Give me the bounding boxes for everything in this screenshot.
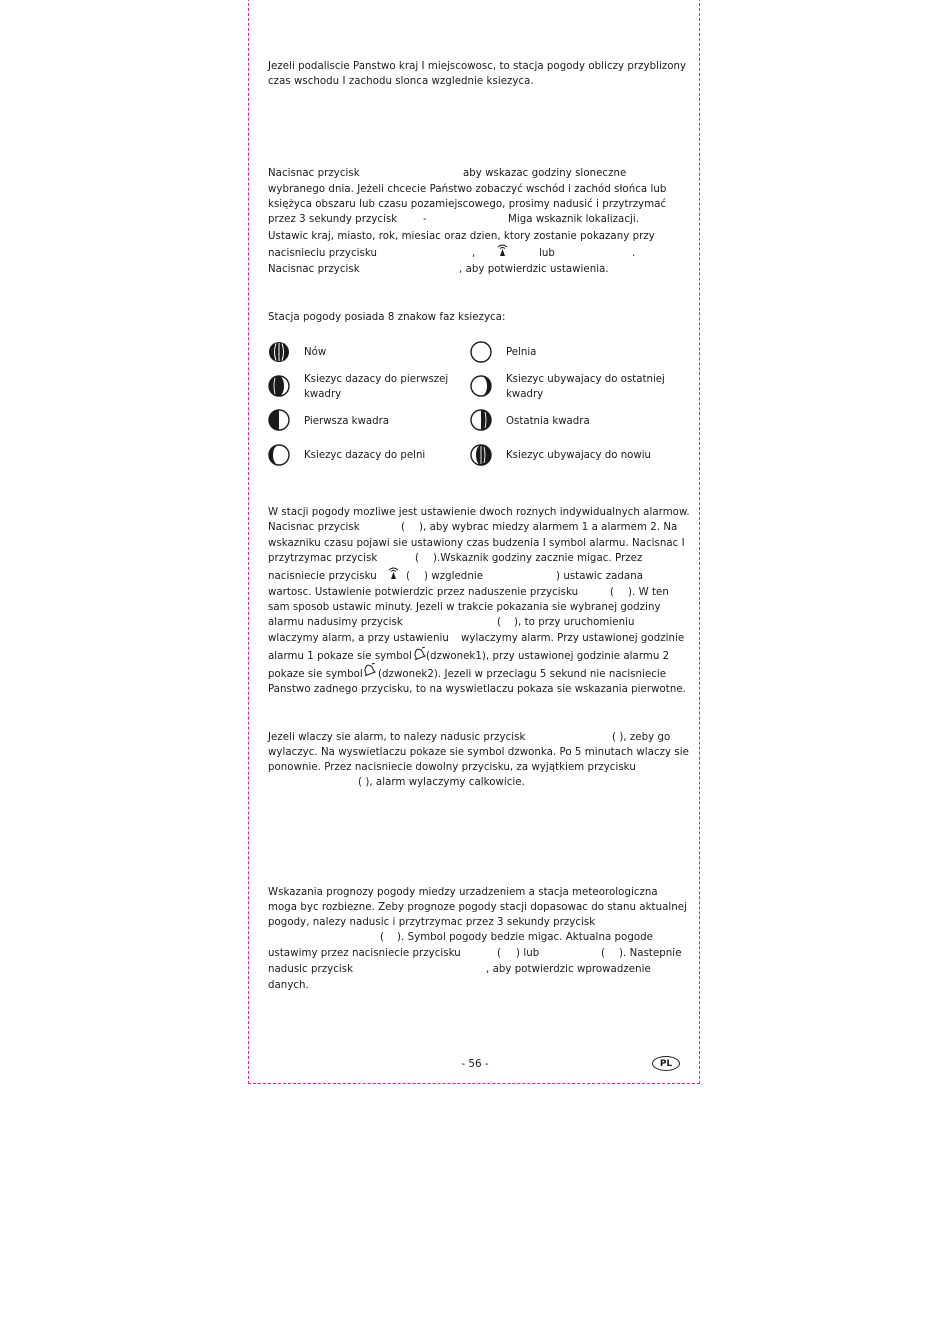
text-line: . xyxy=(632,248,636,259)
text-line: danych. xyxy=(268,980,309,991)
text-line: ustawimy przez nacisniecie przycisku xyxy=(268,948,461,959)
text-line: wartosc. Ustawienie potwierdzic przez naduszenie przycisku xyxy=(268,587,579,598)
waxing-crescent-icon xyxy=(268,375,290,397)
text-line: ) lub xyxy=(516,948,540,959)
text-line: Jezeli podaliscie Panstwo kraj I miejscowosc, to stacja pogody obliczy przyblizony xyxy=(268,61,687,72)
text-line: Ustawic kraj, miasto, rok, miesiac oraz dzien, ktory zostanie pokazany przy xyxy=(268,231,655,242)
text-line: Nacisnac przycisk xyxy=(268,264,360,275)
text-line: ( xyxy=(401,522,406,533)
moon-phase-label: kwadry xyxy=(304,389,342,400)
bell-icon xyxy=(362,663,376,676)
full-moon-icon xyxy=(470,341,492,363)
text-line: ).Wskaznik godziny zacznie migac. Przez xyxy=(433,553,643,564)
new-moon-icon xyxy=(268,341,290,363)
text-line: ( xyxy=(601,948,606,959)
text-line: ). Symbol pogody bedzie migac. Aktualna pogode xyxy=(397,932,653,943)
text-line: ( xyxy=(497,948,502,959)
text-line: ( ), alarm wylaczymy calkowicie. xyxy=(358,777,525,788)
text-line: alarmu 1 pokaze sie symbol xyxy=(268,651,412,662)
text-line: Nacisnac przycisk xyxy=(268,522,360,533)
text-line: księżyca obszaru lub czasu pozamiejscowego, prosimy nadusić i przytrzymać xyxy=(268,199,667,210)
moon-phase-label: Ksiezyc dazacy do pelni xyxy=(304,450,426,461)
page-number: - 56 - xyxy=(461,1058,489,1070)
first-quarter-icon xyxy=(268,409,290,431)
moon-phase-label: Nów xyxy=(304,347,327,358)
waning-gibbous-icon xyxy=(470,375,492,397)
text-line: ( xyxy=(415,553,420,564)
text-line: Stacja pogody posiada 8 znakow faz ksiezyca: xyxy=(268,312,506,323)
antenna-icon xyxy=(496,244,509,257)
text-line: nacisnieciu przycisku xyxy=(268,248,377,259)
moon-phase-label: kwadry xyxy=(506,389,544,400)
moon-phase-label: Ksiezyc dazacy do pierwszej xyxy=(304,374,449,385)
text-line: , xyxy=(472,248,476,259)
text-line: - xyxy=(423,214,427,225)
text-line: sam sposob ustawic minuty. Jezeli w trakcie pokazania sie wybranej godziny xyxy=(268,602,661,613)
text-line: ). Nastepnie xyxy=(619,948,682,959)
text-line: ). W ten xyxy=(628,587,669,598)
text-line: (dzwonek2). Jezeli w przeciagu 5 sekund nie nacisniecie xyxy=(378,669,667,680)
text-line: czas wschodu I zachodu slonca wzglednie ksiezyca. xyxy=(268,76,534,87)
moon-phase-label: Pelnia xyxy=(506,347,537,358)
text-line: ( ), zeby go xyxy=(612,732,671,743)
last-quarter-icon xyxy=(470,409,492,431)
text-line: ( xyxy=(380,932,385,943)
text-line: , aby potwierdzic ustawienia. xyxy=(459,264,609,275)
text-line: ) wzglednie xyxy=(424,571,484,582)
text-line: wybranego dnia. Jeżeli chcecie Państwo zobaczyć wschód i zachód słońca lub xyxy=(268,184,667,195)
moon-phase-label: Ostatnia kwadra xyxy=(506,416,590,427)
text-line: przytrzymac przycisk xyxy=(268,553,378,564)
text-line: wskazniku czasu pojawi sie ustawiony czas budzenia I symbol alarmu. Nacisnac I xyxy=(268,538,685,549)
text-line: wlaczymy alarm, a przy ustawieniu xyxy=(268,633,449,644)
moon-phase-label: Ksiezyc ubywajacy do nowiu xyxy=(506,450,652,461)
text-line: W stacji pogody mozliwe jest ustawienie dwoch roznych indywidualnych alarmow. xyxy=(268,507,690,518)
text-line: Jezeli wlaczy sie alarm, to nalezy nadusic przycisk xyxy=(268,732,526,743)
moon-phase-label: Ksiezyc ubywajacy do ostatniej xyxy=(506,374,665,385)
text-line: ), to przy uruchomieniu xyxy=(514,617,635,628)
text-line: , aby potwierdzic wprowadzenie xyxy=(486,964,651,975)
text-line: ) ustawic zadana xyxy=(556,571,644,582)
text-line: moga byc rozbiezne. Zeby prognoze pogody stacji dopasowac do stanu aktualnej xyxy=(268,902,687,913)
text-line: lub xyxy=(539,248,555,259)
bell-icon xyxy=(412,647,426,660)
text-line: (dzwonek1), przy ustawionej godzinie alarmu 2 xyxy=(426,651,670,662)
text-line: wylaczyc. Na wyswietlaczu pokaze sie symbol dzwonka. Po 5 minutach wlaczy sie xyxy=(268,747,689,758)
text-line: nadusic przycisk xyxy=(268,964,354,975)
text-line: wylaczymy alarm. Przy ustawionej godzinie xyxy=(461,633,685,644)
text-line: Wskazania prognozy pogody miedzy urzadzeniem a stacja meteorologiczna xyxy=(268,887,658,898)
text-line: ponownie. Przez nacisniecie dowolny przycisku, za wyjątkiem przycisku xyxy=(268,762,636,773)
text-line: pokaze sie symbol xyxy=(268,669,363,680)
text-line: alarmu nadusimy przycisk xyxy=(268,617,403,628)
text-line: aby wskazac godziny sloneczne xyxy=(463,168,627,179)
text-line: Panstwo zadnego przycisku, to na wyswietlaczu pokaza sie wskazania pierwotne. xyxy=(268,684,686,695)
waning-crescent-icon xyxy=(470,444,492,466)
text-line: ( xyxy=(497,617,502,628)
text-line: Miga wskaznik lokalizacji. xyxy=(508,214,640,225)
waxing-gibbous-icon xyxy=(268,444,290,466)
text-line: Nacisnac przycisk xyxy=(268,168,360,179)
text-line: ), aby wybrac miedzy alarmem 1 a alarmem 2. Na xyxy=(419,522,678,533)
antenna-icon xyxy=(387,567,400,580)
text-line: przez 3 sekundy przycisk xyxy=(268,214,398,225)
language-badge: PL xyxy=(652,1056,680,1071)
text-line: ( xyxy=(610,587,615,598)
moon-phase-label: Pierwsza kwadra xyxy=(304,416,390,427)
text-line: ( xyxy=(406,571,411,582)
text-line: nacisniecie przycisku xyxy=(268,571,377,582)
text-line: pogody, nalezy nadusic i przytrzymac przez 3 sekundy przycisk xyxy=(268,917,596,928)
